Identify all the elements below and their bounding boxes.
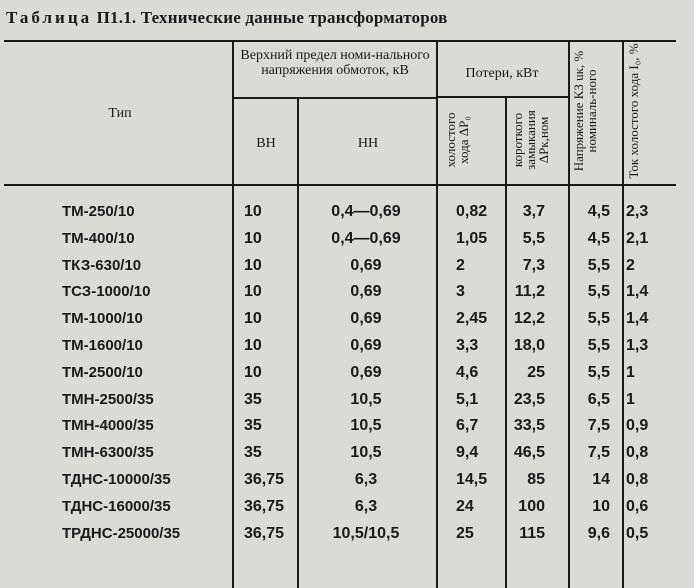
cell-type: ТМН-6300/35 xyxy=(62,444,154,462)
cell-i0: 0,9 xyxy=(626,417,649,435)
col-divider-vn xyxy=(297,97,299,588)
cell-uk: 6,5 xyxy=(587,390,610,408)
cell-p0: 1,05 xyxy=(456,229,488,247)
cell-type: ТДНС-10000/35 xyxy=(62,471,171,488)
table-caption xyxy=(6,8,448,28)
cell-type: ТМ-250/10 xyxy=(62,203,135,220)
cell-nn: 10,5 xyxy=(350,390,382,408)
cell-uk: 7,5 xyxy=(587,417,610,435)
cell-nn: 10,5/10,5 xyxy=(332,524,400,542)
cell-i0: 1,4 xyxy=(626,283,649,301)
header-losses-group: Потери, кВт xyxy=(465,66,539,81)
header-loss-noload: холостого хода ΔP₀ xyxy=(443,112,471,168)
cell-p0: 0,82 xyxy=(456,203,488,220)
cell-pk: 115 xyxy=(519,524,545,542)
cell-type: ТДНС-16000/35 xyxy=(62,497,171,515)
cell-pk: 85 xyxy=(527,471,545,488)
cell-vn: 36,75 xyxy=(244,524,285,542)
cell-uk: 4,5 xyxy=(587,203,610,220)
cell-p0: 6,7 xyxy=(456,417,479,435)
cell-uk: 5,5 xyxy=(587,363,610,381)
cell-i0: 0,8 xyxy=(626,471,649,488)
cell-pk: 3,7 xyxy=(522,203,545,220)
cell-i0: 1 xyxy=(626,363,635,381)
header-vn: ВН xyxy=(256,136,276,151)
cell-nn: 10,5 xyxy=(350,417,382,435)
voltage-subheader-rule xyxy=(232,97,436,99)
cell-pk: 46,5 xyxy=(513,444,545,462)
cell-type: ТМ-400/10 xyxy=(62,229,135,247)
cell-i0: 1 xyxy=(626,390,635,408)
cell-nn: 10,5 xyxy=(350,444,382,462)
header-i0: Ток холостого хода I₀, % xyxy=(626,43,641,179)
cell-p0: 3 xyxy=(456,283,465,301)
cell-nn: 0,69 xyxy=(350,256,382,274)
cell-uk: 5,5 xyxy=(587,283,610,301)
cell-i0: 1,3 xyxy=(626,337,649,354)
cell-nn: 0,4—0,69 xyxy=(331,203,401,220)
cell-p0: 9,4 xyxy=(456,444,479,462)
cell-vn: 35 xyxy=(244,390,262,408)
caption-prefix: Таблица xyxy=(6,8,93,27)
cell-p0: 25 xyxy=(456,524,474,542)
cell-vn: 10 xyxy=(244,283,262,301)
losses-subheader-rule xyxy=(436,96,568,98)
cell-vn: 10 xyxy=(244,256,262,274)
cell-type: ТРДНС-25000/35 xyxy=(62,524,181,542)
cell-nn: 0,4—0,69 xyxy=(331,229,401,247)
cell-i0: 2,3 xyxy=(626,203,649,220)
cell-nn: 0,69 xyxy=(350,310,382,328)
cell-p0: 2 xyxy=(456,256,465,274)
header-bottom-rule xyxy=(4,184,676,186)
header-uk: Напряжение КЗ uк, % номиналь-ного xyxy=(571,50,599,172)
cell-i0: 0,8 xyxy=(626,444,649,462)
cell-i0: 0,6 xyxy=(626,497,649,515)
cell-vn: 35 xyxy=(244,417,262,435)
cell-vn: 10 xyxy=(244,310,262,328)
cell-i0: 2,1 xyxy=(626,229,649,247)
cell-nn: 0,69 xyxy=(350,283,382,301)
cell-pk: 7,3 xyxy=(522,256,545,274)
cell-vn: 36,75 xyxy=(244,497,285,515)
cell-type: ТМН-4000/35 xyxy=(62,417,154,435)
cell-vn: 10 xyxy=(244,229,262,247)
cell-p0: 5,1 xyxy=(456,390,479,408)
cell-type: ТСЗ-1000/10 xyxy=(62,283,151,301)
col-divider-uk xyxy=(622,40,624,588)
cell-nn: 6,3 xyxy=(354,497,378,515)
cell-p0: 3,3 xyxy=(456,337,479,354)
header-loss-short: короткого замыкания ΔPк,ном xyxy=(510,110,551,170)
cell-type: ТМ-1600/10 xyxy=(62,337,143,354)
cell-p0: 4,6 xyxy=(456,363,479,381)
cell-uk: 7,5 xyxy=(587,444,610,462)
cell-i0: 1,4 xyxy=(626,310,649,328)
cell-vn: 36,75 xyxy=(244,471,285,488)
cell-pk: 11,2 xyxy=(514,283,545,301)
cell-p0: 24 xyxy=(456,497,474,515)
cell-uk: 10 xyxy=(592,497,610,515)
cell-p0: 14,5 xyxy=(456,471,488,488)
cell-i0: 2 xyxy=(626,256,635,274)
cell-uk: 5,5 xyxy=(587,337,610,354)
col-divider-voltage xyxy=(436,40,438,588)
cell-uk: 9,6 xyxy=(587,524,610,542)
cell-type: ТМ-2500/10 xyxy=(62,363,143,381)
cell-pk: 33,5 xyxy=(513,417,545,435)
cell-vn: 10 xyxy=(244,337,262,354)
cell-vn: 10 xyxy=(244,363,262,381)
cell-uk: 14 xyxy=(592,471,610,488)
cell-nn: 0,69 xyxy=(350,363,382,381)
col-divider-type xyxy=(232,40,234,588)
cell-type: ТМН-2500/35 xyxy=(62,390,154,408)
cell-uk: 4,5 xyxy=(587,229,610,247)
cell-vn: 35 xyxy=(244,444,262,462)
cell-pk: 18,0 xyxy=(513,337,545,354)
cell-type: ТМ-1000/10 xyxy=(62,310,143,328)
cell-p0: 2,45 xyxy=(456,310,488,328)
cell-vn: 10 xyxy=(244,203,262,220)
cell-pk: 23,5 xyxy=(513,390,545,408)
cell-pk: 100 xyxy=(518,497,545,515)
caption-number: П1.1. xyxy=(96,8,137,27)
cell-i0: 0,5 xyxy=(626,524,649,542)
cell-type: ТКЗ-630/10 xyxy=(62,256,142,274)
header-type: Тип xyxy=(108,106,132,121)
cell-pk: 12,2 xyxy=(513,310,545,328)
cell-pk: 5,5 xyxy=(522,229,545,247)
cell-pk: 25 xyxy=(527,363,545,381)
header-nn: НН xyxy=(357,136,379,151)
caption-title: Технические данные трансформаторов xyxy=(140,8,448,27)
cell-uk: 5,5 xyxy=(587,256,610,274)
cell-nn: 0,69 xyxy=(350,337,382,354)
cell-uk: 5,5 xyxy=(587,310,610,328)
cell-nn: 6,3 xyxy=(354,471,378,488)
header-voltage-group: Верхний предел номи-нального напряжения обмоток, кВ xyxy=(240,48,430,78)
